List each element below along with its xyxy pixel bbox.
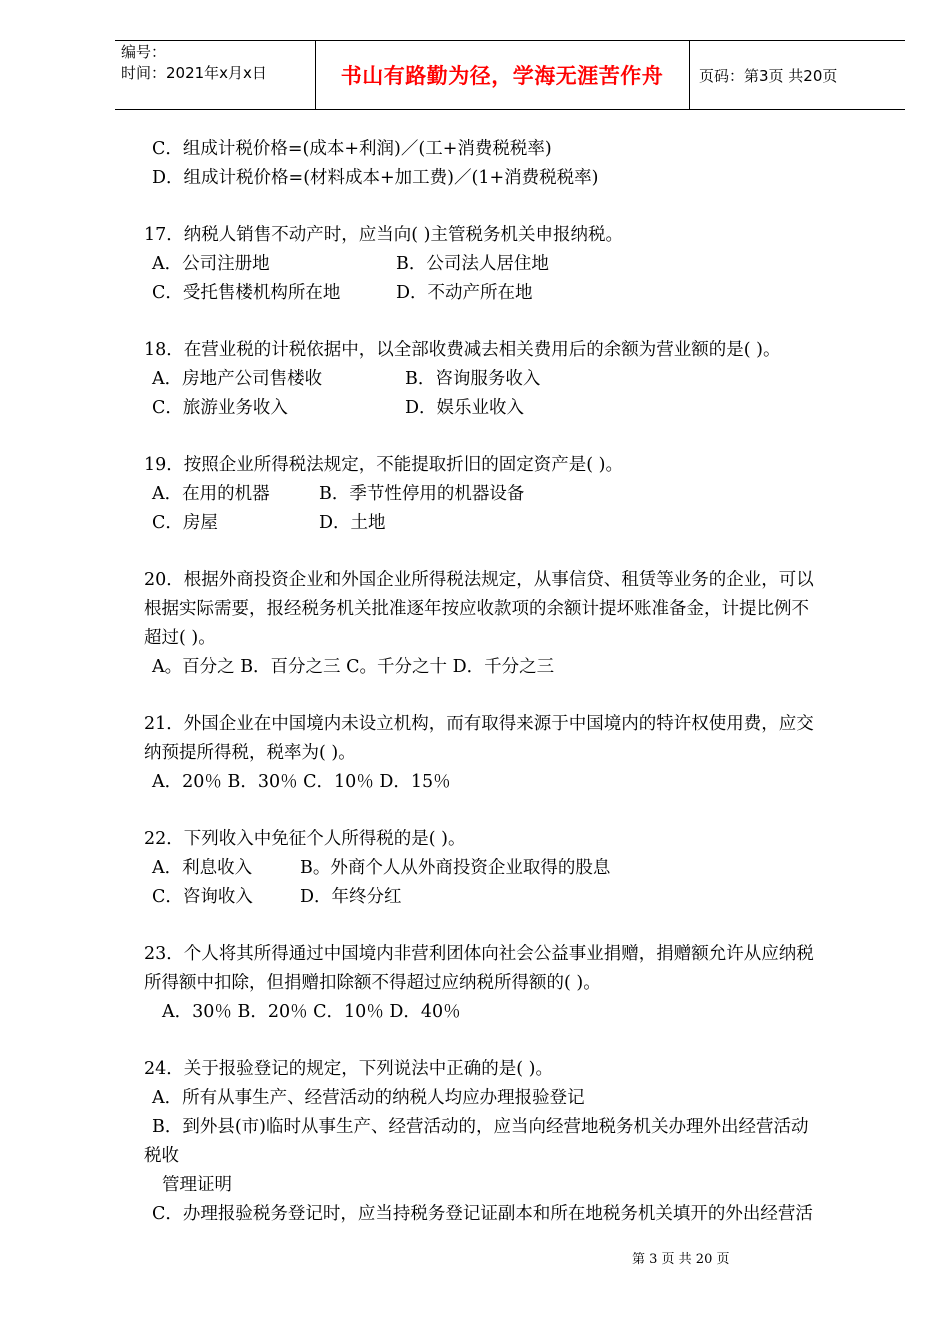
- option-line: A．公司注册地: [152, 254, 270, 274]
- option-line-cont: 税收: [144, 1146, 179, 1166]
- option-line: C．受托售楼机构所在地: [152, 283, 341, 303]
- question-21-cont: 纳预提所得税，税率为( )。: [144, 743, 356, 763]
- header-meta: [115, 41, 316, 109]
- motto: 书山有路勤为径，学海无涯苦作舟: [340, 64, 664, 88]
- question-23: 23．个人将其所得通过中国境内非营利团体向社会公益事业捐赠，捐赠额允许从应纳税: [144, 944, 814, 964]
- option-line: B．咨询服务收入: [405, 369, 541, 389]
- option-line: B．季节性停用的机器设备: [319, 484, 525, 504]
- option-line: B．到外县(市)临时从事生产、经营活动的，应当向经营地税务机关办理外出经营活动: [152, 1117, 809, 1137]
- option-line: A．20％ B．30％ C．10％ D．15％: [152, 772, 451, 792]
- page-header: [115, 40, 905, 110]
- option-line: A．30％ B．20％ C．10％ D．40％: [162, 1002, 461, 1022]
- option-line: B．公司法人居住地: [396, 254, 549, 274]
- code-label: 编号：: [121, 43, 167, 61]
- option-line: B。外商个人从外商投资企业取得的股息: [300, 858, 611, 878]
- time-label: 时间：2021年x月x日: [121, 64, 267, 82]
- question-18: 18．在营业税的计税依据中，以全部收费减去相关费用后的余额为营业额的是( )。: [144, 340, 781, 360]
- option-line: C．咨询收入: [152, 887, 253, 907]
- question-19: 19．按照企业所得税法规定，不能提取折旧的固定资产是( )。: [144, 455, 623, 475]
- header-page-cell: [690, 41, 905, 109]
- question-24: 24．关于报验登记的规定，下列说法中正确的是( )。: [144, 1059, 553, 1079]
- question-20: 20．根据外商投资企业和外国企业所得税法规定，从事信贷、租赁等业务的企业，可以: [144, 570, 814, 590]
- option-line: A。百分之 B．百分之三 C。千分之十 D．千分之三: [152, 657, 555, 677]
- question-17: 17．纳税人销售不动产时，应当向( )主管税务机关申报纳税。: [144, 225, 623, 245]
- option-line: D．不动产所在地: [396, 283, 533, 303]
- option-line: A．所有从事生产、经营活动的纳税人均应办理报验登记: [152, 1088, 585, 1108]
- option-line: C．旅游业务收入: [152, 398, 288, 418]
- page-number-label: 页码：第3页 共20页: [699, 66, 838, 85]
- option-line: D．娱乐业收入: [405, 398, 525, 418]
- question-23-cont: 所得额中扣除，但捐赠扣除额不得超过应纳税所得额的( )。: [144, 973, 601, 993]
- option-line: C．组成计税价格=(成本+利润)／(工+消费税税率): [152, 139, 552, 159]
- option-line: D．组成计税价格=(材料成本+加工费)／(1+消费税税率): [152, 168, 599, 188]
- option-line: A．在用的机器: [152, 484, 270, 504]
- question-22: 22．下列收入中免征个人所得税的是( )。: [144, 829, 466, 849]
- option-line-cont: 管理证明: [162, 1175, 232, 1195]
- header-motto-cell: [315, 41, 690, 109]
- question-20-cont: 超过( )。: [144, 628, 216, 648]
- option-line: C．办理报验税务登记时，应当持税务登记证副本和所在地税务机关填开的外出经营活: [152, 1204, 813, 1224]
- option-line: C．房屋: [152, 513, 218, 533]
- option-line: A．房地产公司售楼收: [152, 369, 323, 389]
- option-line: D．土地: [319, 513, 386, 533]
- question-20-cont: 根据实际需要，报经税务机关批准逐年按应收款项的余额计提坏账准备金，计提比例不: [144, 599, 809, 619]
- option-line: D．年终分红: [300, 887, 402, 907]
- page-footer: 第 3 页 共 20 页: [632, 1252, 730, 1267]
- option-line: A．利息收入: [152, 858, 253, 878]
- question-21: 21．外国企业在中国境内未设立机构，而有取得来源于中国境内的特许权使用费，应交: [144, 714, 814, 734]
